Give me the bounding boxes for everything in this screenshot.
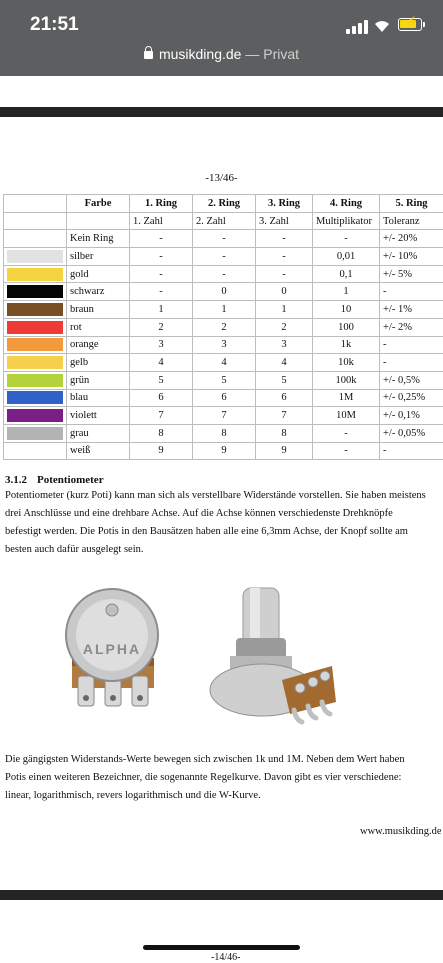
tolerance-value: +/- 20% — [380, 230, 443, 248]
table-header-row — [4, 195, 443, 213]
table-row — [4, 424, 443, 442]
page-separator-bottom — [0, 890, 443, 900]
ring-value: 9 — [193, 442, 256, 460]
color-swatch-cell — [4, 424, 67, 442]
section-number: 3.1.2 — [5, 474, 27, 486]
color-name: grün — [67, 371, 130, 389]
ring-value: 7 — [193, 407, 256, 425]
potentiometer-side-view — [210, 588, 336, 722]
tolerance-value: +/- 10% — [380, 248, 443, 266]
ring-value: 9 — [256, 442, 313, 460]
ring-value: - — [130, 230, 193, 248]
color-swatch-cell — [4, 318, 67, 336]
color-swatch — [7, 409, 63, 422]
table-row — [4, 442, 443, 460]
table-row — [4, 248, 443, 266]
resistor-color-code-table — [3, 194, 443, 460]
footer-url: www.musikding.de — [360, 826, 442, 837]
color-name: silber — [67, 248, 130, 266]
tolerance-value: +/- 5% — [380, 265, 443, 283]
address-domain: musikding.de — [159, 46, 242, 62]
tolerance-value: - — [380, 354, 443, 372]
table-row — [4, 371, 443, 389]
page-separator-top — [0, 107, 443, 117]
tolerance-value: +/- 1% — [380, 301, 443, 319]
ring-value: 10k — [313, 354, 380, 372]
color-swatch-cell — [4, 442, 67, 460]
cellular-signal-icon — [346, 20, 368, 34]
tolerance-value: - — [380, 336, 443, 354]
paragraph-potentiometer-intro — [5, 487, 443, 559]
table-row — [4, 389, 443, 407]
color-swatch-cell — [4, 354, 67, 372]
ring-value: - — [256, 230, 313, 248]
table-row — [4, 301, 443, 319]
ring-value: 7 — [130, 407, 193, 425]
ring-value: 4 — [193, 354, 256, 372]
ring-value: 0 — [193, 283, 256, 301]
status-time: 21:51 — [30, 14, 79, 36]
table-subheader-cell — [67, 212, 130, 230]
ring-value: 5 — [193, 371, 256, 389]
color-name: orange — [67, 336, 130, 354]
color-name: gold — [67, 265, 130, 283]
paragraph-potentiometer-values — [5, 751, 443, 805]
ring-value: 5 — [130, 371, 193, 389]
color-swatch-cell — [4, 230, 67, 248]
table-header-cell: 1. Ring — [130, 195, 193, 213]
potentiometer-front-view — [66, 589, 158, 706]
color-swatch — [7, 321, 63, 334]
color-name: violett — [67, 407, 130, 425]
ring-value: 4 — [130, 354, 193, 372]
table-header-cell: Farbe — [67, 195, 130, 213]
color-name: braun — [67, 301, 130, 319]
ring-value: 8 — [130, 424, 193, 442]
color-swatch — [7, 444, 63, 457]
paragraph-line: linear, logarithmisch, revers logarithmisch und die W-Kurve. — [5, 787, 443, 805]
ring-value: 100 — [313, 318, 380, 336]
table-row — [4, 354, 443, 372]
table-subheader-cell: 3. Zahl — [256, 212, 313, 230]
ring-value: 1 — [130, 301, 193, 319]
color-swatch — [7, 356, 63, 369]
ring-value: 10 — [313, 301, 380, 319]
color-name: grau — [67, 424, 130, 442]
ring-value: 4 — [256, 354, 313, 372]
table-subheader-cell: 1. Zahl — [130, 212, 193, 230]
color-swatch-cell — [4, 336, 67, 354]
ring-value: 0,01 — [313, 248, 380, 266]
color-name: gelb — [67, 354, 130, 372]
color-swatch — [7, 250, 63, 263]
paragraph-line: drei Anschlüsse und eine drehbare Achse. Auf die Achse können verschiedenste Drehknöpfe — [5, 505, 443, 523]
ring-value: 8 — [256, 424, 313, 442]
table-header-cell: 4. Ring — [313, 195, 380, 213]
tolerance-value: +/- 0,1% — [380, 407, 443, 425]
page-number: -13/46- — [0, 172, 443, 184]
ring-value: 1 — [193, 301, 256, 319]
battery-charging-icon: ⚡ — [398, 18, 422, 31]
ring-value: - — [193, 248, 256, 266]
tolerance-value: +/- 0,05% — [380, 424, 443, 442]
home-indicator[interactable] — [143, 945, 300, 950]
paragraph-line: Die gängigsten Widerstands-Werte bewegen sich zwischen 1k und 1M. Neben dem Wert haben — [5, 751, 443, 769]
paragraph-line: Potentiometer (kurz Poti) kann man sich als verstellbare Widerstände vorstellen. Sie haben meistens — [5, 487, 443, 505]
ring-value: 6 — [256, 389, 313, 407]
ring-value: 1 — [256, 301, 313, 319]
ring-value: - — [193, 265, 256, 283]
table-subheader-cell — [4, 212, 67, 230]
ring-value: 2 — [130, 318, 193, 336]
ring-value: 3 — [193, 336, 256, 354]
table-subheader-cell: Multiplikator — [313, 212, 380, 230]
table-row — [4, 230, 443, 248]
ring-value: 3 — [130, 336, 193, 354]
ring-value: 1k — [313, 336, 380, 354]
ring-value: 100k — [313, 371, 380, 389]
ring-value: 0 — [256, 283, 313, 301]
table-row — [4, 265, 443, 283]
ring-value: - — [313, 424, 380, 442]
paragraph-line: besten auch dafür ausgelegt sein. — [5, 541, 443, 559]
table-subheader-row — [4, 212, 443, 230]
color-name: schwarz — [67, 283, 130, 301]
color-swatch-cell — [4, 265, 67, 283]
color-swatch — [7, 268, 63, 281]
ring-value: 3 — [256, 336, 313, 354]
table-header-cell: 3. Ring — [256, 195, 313, 213]
ring-value: - — [130, 265, 193, 283]
section-title: Potentiometer — [37, 474, 104, 486]
ring-value: 6 — [193, 389, 256, 407]
color-swatch-cell — [4, 248, 67, 266]
ring-value: 1 — [313, 283, 380, 301]
ring-value: 1M — [313, 389, 380, 407]
ring-value: - — [313, 442, 380, 460]
color-name: rot — [67, 318, 130, 336]
address-bar[interactable] — [0, 46, 443, 62]
table-header-cell: 5. Ring — [380, 195, 443, 213]
ring-value: 8 — [193, 424, 256, 442]
ring-value: - — [193, 230, 256, 248]
table-header-cell: 2. Ring — [193, 195, 256, 213]
table-row — [4, 336, 443, 354]
wifi-icon — [372, 17, 392, 33]
color-swatch-cell — [4, 371, 67, 389]
pot-brand-label: ALPHA — [83, 641, 141, 657]
section-heading — [5, 474, 104, 486]
paragraph-line: Potis einen weiteren Bezeichner, die sogenannte Regelkurve. Davon gibt es vier verschiedene: — [5, 769, 443, 787]
color-swatch — [7, 232, 63, 245]
tolerance-value: - — [380, 442, 443, 460]
ring-value: - — [313, 230, 380, 248]
table-subheader-cell: 2. Zahl — [193, 212, 256, 230]
color-name: weiß — [67, 442, 130, 460]
color-name: blau — [67, 389, 130, 407]
ring-value: 6 — [130, 389, 193, 407]
ring-value: 9 — [130, 442, 193, 460]
tolerance-value: +/- 0,25% — [380, 389, 443, 407]
color-swatch — [7, 374, 63, 387]
ring-value: - — [130, 248, 193, 266]
color-swatch-cell — [4, 301, 67, 319]
color-swatch-cell — [4, 283, 67, 301]
color-swatch-cell — [4, 389, 67, 407]
table-row — [4, 407, 443, 425]
private-mode-label: Privat — [263, 46, 299, 62]
ring-value: 2 — [256, 318, 313, 336]
ring-value: - — [256, 248, 313, 266]
table-subheader-cell: Toleranz — [380, 212, 443, 230]
address-separator: — — [241, 46, 263, 62]
color-name: Kein Ring — [67, 230, 130, 248]
browser-top-bar — [0, 0, 443, 76]
tolerance-value: - — [380, 283, 443, 301]
ring-value: 5 — [256, 371, 313, 389]
ring-value: - — [130, 283, 193, 301]
next-page-number: -14/46- — [211, 952, 240, 963]
color-swatch — [7, 391, 63, 404]
tolerance-value: +/- 2% — [380, 318, 443, 336]
potentiometer-photo — [50, 580, 350, 730]
ring-value: 0,1 — [313, 265, 380, 283]
ring-value: 10M — [313, 407, 380, 425]
ring-value: 7 — [256, 407, 313, 425]
table-row — [4, 283, 443, 301]
color-swatch — [7, 427, 63, 440]
lock-icon — [144, 51, 153, 59]
tolerance-value: +/- 0,5% — [380, 371, 443, 389]
table-header-cell — [4, 195, 67, 213]
color-swatch — [7, 303, 63, 316]
color-swatch — [7, 338, 63, 351]
ring-value: 2 — [193, 318, 256, 336]
ring-value: - — [256, 265, 313, 283]
table-row — [4, 318, 443, 336]
color-swatch-cell — [4, 407, 67, 425]
paragraph-line: befestigt werden. Die Potis in den Bausätzen haben alle eine 6,3mm Achse, der Knopf sollte am — [5, 523, 443, 541]
color-swatch — [7, 285, 63, 298]
